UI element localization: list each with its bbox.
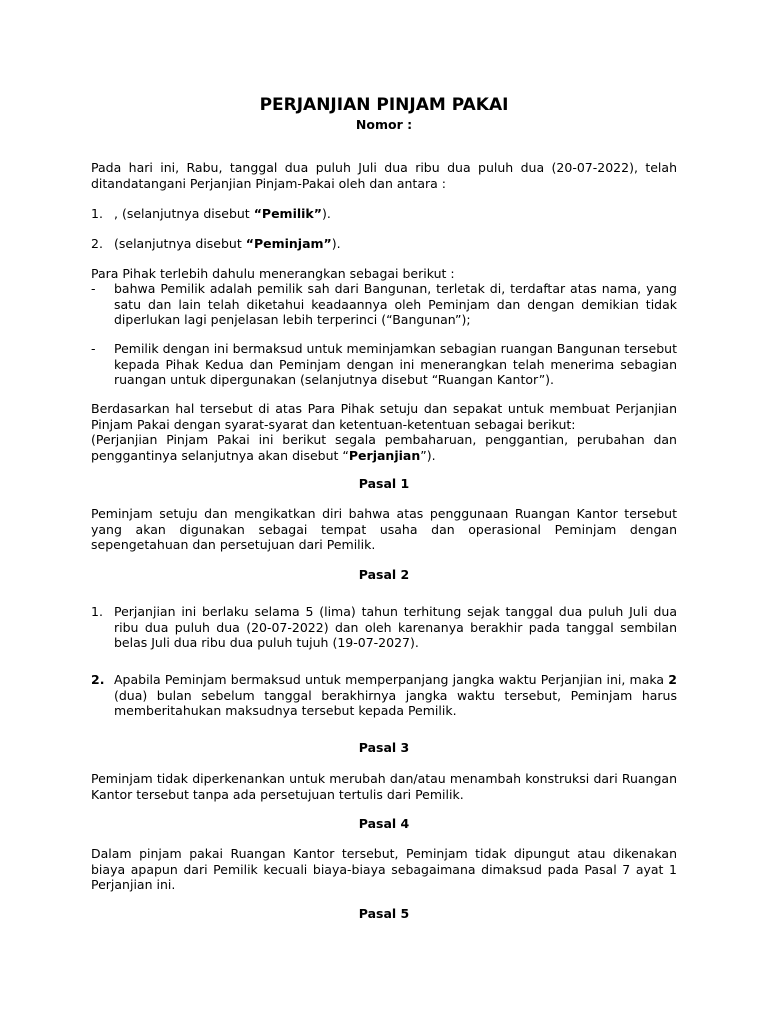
- recital-item: [91, 281, 677, 328]
- pasal-3-heading: Pasal 3: [358, 740, 410, 755]
- defined-term-bold: Perjanjian: [348, 447, 421, 463]
- pasal-2-item: [91, 604, 677, 651]
- party-text: (selanjutnya disebut “Peminjam”).: [114, 236, 341, 251]
- party-item: [91, 206, 677, 222]
- agreement-paragraph: Berdasarkan hal tersebut di atas Para Pihak setuju dan sepakat untuk membuat Perjanjian Pinjam Pakai dengan syarat-syarat dan ketentuan-ketentuan sebagai berikut:: [91, 401, 677, 432]
- recital-item: [91, 341, 677, 388]
- intro-paragraph: Pada hari ini, Rabu, tanggal dua puluh Juli dua ribu dua puluh dua (20-07-2022), telah ditandatangani Perjanjian Pinjam-Pakai oleh dan antara :: [91, 160, 677, 191]
- list-marker: 2.: [91, 672, 105, 687]
- recital-text: Pemilik dengan ini bermaksud untuk meminjamkan sebagian ruangan Bangunan tersebut kepada Pihak Kedua dan Peminjam dengan ini menerangkan telah menerima sebagian ruangan untuk dipergunakan (selanjutnya disebut “Ruangan Kantor”).: [114, 341, 677, 387]
- party-text: , (selanjutnya disebut “Pemilik”).: [114, 206, 331, 221]
- list-marker: -: [91, 341, 96, 356]
- pasal-1-heading: Pasal 1: [358, 476, 410, 491]
- list-marker: 2.: [91, 236, 103, 251]
- recitals-intro: Para Pihak terlebih dahulu menerangkan sebagai berikut :: [91, 266, 455, 281]
- pasal-3-text: Peminjam tidak diperkenankan untuk merubah dan/atau menambah konstruksi dari Ruangan Kantor tersebut tanpa ada persetujuan tertulis dari Pemilik.: [91, 771, 677, 802]
- list-marker: 1.: [91, 604, 103, 619]
- document-title: PERJANJIAN PINJAM PAKAI: [259, 95, 509, 115]
- pasal-1-text: Peminjam setuju dan mengikatkan diri bahwa atas penggunaan Ruangan Kantor tersebut yang akan digunakan sebagai tempat usaha dan operasional Peminjam dengan sepengetahuan dan persetujuan dari Pemilik.: [91, 506, 677, 552]
- list-marker: -: [91, 281, 96, 296]
- pasal-2-item: [91, 672, 677, 719]
- party-role-bold: “Pemilik”: [253, 206, 322, 221]
- pasal-2-item-text: Perjanjian ini berlaku selama 5 (lima) tahun terhitung sejak tanggal dua puluh Juli dua ribu dua puluh dua (20-07-2022) dan oleh karenanya berakhir pada tanggal sembilan belas Juli dua ribu dua puluh tujuh (19-07-2027).: [114, 604, 677, 650]
- document-number-label: Nomor :: [355, 117, 413, 132]
- pasal-4-text: Dalam pinjam pakai Ruangan Kantor tersebut, Peminjam tidak dipungut atau dikenakan biaya apapun dari Pemilik kecuali biaya-biaya sebagaimana dimaksud pada Pasal 7 ayat 1 Perjanjian ini.: [91, 846, 677, 892]
- recital-text: bahwa Pemilik adalah pemilik sah dari Bangunan, terletak di, terdaftar atas nama, yang satu dan lain telah diketahui keadaannya oleh Peminjam dan dengan demikian tidak diperlukan lagi penjelasan lebih terperinci (“Bangunan”);: [114, 281, 677, 327]
- pasal-2-heading: Pasal 2: [358, 567, 410, 582]
- duration-bold: 2: [668, 672, 677, 687]
- pasal-4-heading: Pasal 4: [358, 816, 410, 831]
- pasal-2-item-text: Apabila Peminjam bermaksud untuk memperpanjang jangka waktu Perjanjian ini, maka 2 (dua) bulan sebelum tanggal berakhirnya jangka waktu tersebut, Peminjam harus memberitahukan maksudnya tersebut kepada Pemilik.: [114, 672, 677, 718]
- agreement-definition-paragraph: (Perjanjian Pinjam Pakai ini berikut segala pembaharuan, penggantian, perubahan dan penggantinya selanjutnya akan disebut “Perjanjian”).: [91, 432, 677, 463]
- pasal-5-heading: Pasal 5: [358, 906, 410, 921]
- party-role-bold: “Peminjam”: [245, 236, 332, 251]
- list-marker: 1.: [91, 206, 103, 221]
- party-item: [91, 236, 677, 252]
